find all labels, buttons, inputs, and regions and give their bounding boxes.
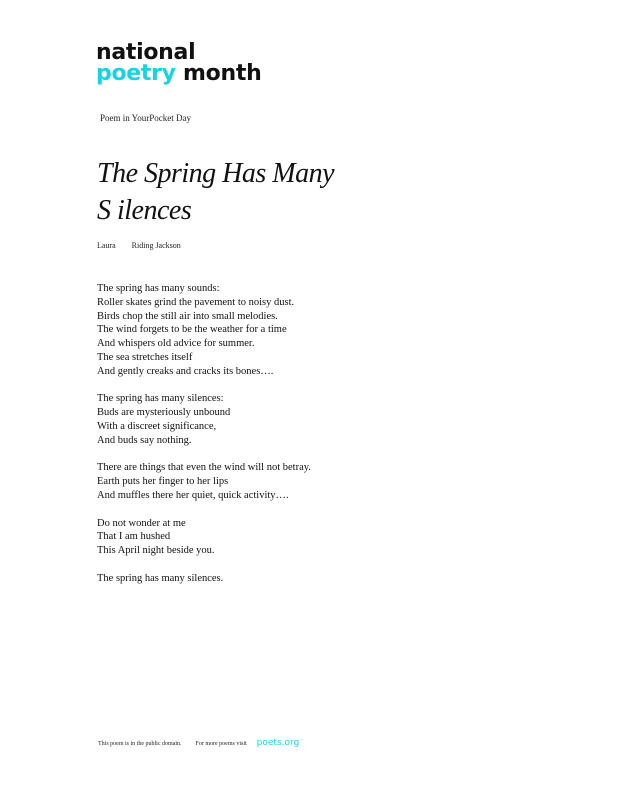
stanza [97,517,311,558]
page-subtitle: Poem in YourPocket Day [100,113,192,123]
poem-line: Roller skates grind the pavement to noisy dust. [97,296,295,308]
footer [98,738,299,748]
poem-line: The wind forgets to be the weather for a time [97,324,287,336]
logo [96,42,261,84]
stanza [97,282,311,379]
stanza [97,392,311,447]
poem-title-line-2: S ilences [97,195,192,226]
author-first-name: Laura [97,241,116,250]
poets-org-link[interactable]: poets.org [256,738,300,748]
poem-line: There are things that even the wind will not betray. [97,462,311,474]
logo-accent-poetry: poetry [96,61,176,86]
poem-line: And whispers old advice for summer. [97,338,255,350]
poem-line: Earth puts her finger to her lips [97,476,229,488]
poem-line: And gently creaks and cracks its bones…. [97,365,274,377]
author-last-name: Riding Jackson [131,241,181,250]
poem-title-line-1: The Spring Has Many [97,158,335,189]
poem-body [97,282,311,599]
poem-line: The spring has many silences: [97,393,224,405]
poem-author [97,241,181,250]
poem-line: And buds say nothing. [97,434,192,446]
poem-line: Birds chop the still air into small melodies. [97,310,278,322]
logo-line-poetry-month [96,63,261,84]
poem-line: The spring has many sounds: [97,283,220,294]
footer-public-domain-note: This poem is in the public domain. [98,741,182,747]
stanza [97,572,311,586]
poem-line: This April night beside you. [97,545,215,557]
poem-title [97,155,397,229]
footer-more-poems-note: For more poems visit [195,741,247,747]
stanza [97,461,311,502]
logo-line-national: national [96,40,196,65]
poem-line: Do not wonder at me [97,517,186,529]
poem-line: And muffles there her quiet, quick activity…. [97,489,289,501]
poem-line: With a discreet significance, [97,420,217,432]
poem-line: That I am hushed [97,531,171,543]
logo-month: month [175,61,262,86]
poem-line: Buds are mysteriously unbound [97,407,231,419]
poem-line: The sea stretches itself [97,351,193,363]
poem-line: The spring has many silences. [97,572,224,584]
